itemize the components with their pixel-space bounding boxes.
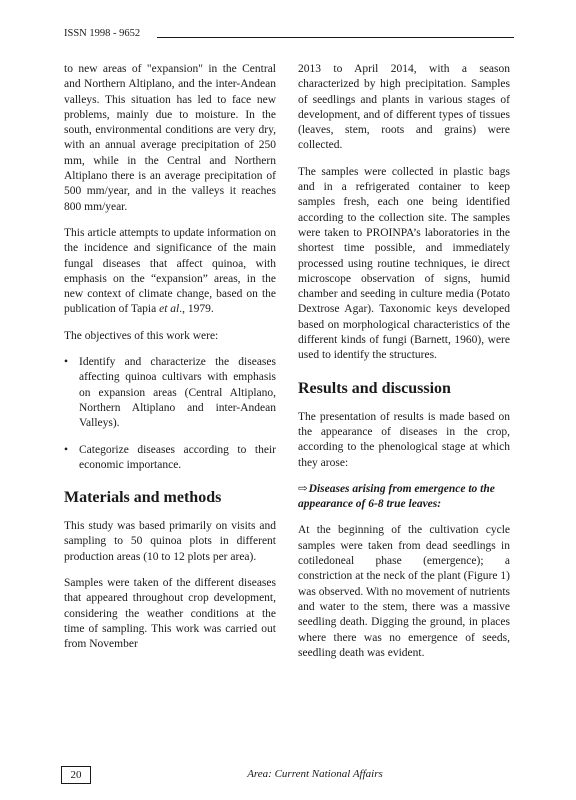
bullet-icon: • xyxy=(64,443,69,456)
issn-label: ISSN 1998 - 9652 xyxy=(64,28,141,39)
section-heading-materials-methods: Materials and methods xyxy=(64,489,222,507)
objective-item xyxy=(64,443,276,474)
paragraph-article-aim xyxy=(64,226,276,318)
paragraph-study-basis: This study was based primarily on visits and sampling to 50 quinoa plots in different production areas (10 to 12 plots per area). xyxy=(64,520,276,563)
journal-footer: Area: Current National Affairs xyxy=(247,768,383,780)
header-rule xyxy=(157,37,514,38)
page-header xyxy=(64,28,514,42)
objectives-list xyxy=(64,355,276,473)
paragraph-sampling: Samples were taken of the different diseases that appeared throughout crop development, considering the weather conditions at the time of sampling. This work was carried out from November xyxy=(64,577,276,651)
arrow-right-icon: ⇨ xyxy=(298,482,308,495)
paragraph-sample-processing: The samples were collected in plastic bags and in a refrigerated container to keep samples fresh, each one being identified according to the collection site. The samples were taken to PROINPA’s laboratories in the shortest time possible, and immediately processed using routine techniques, ie direct microscope observation of signs, humid chamber and seeding in culture media (Potato Dextrose Agar). Taxonomic keys developed based on morphological characteristics of the different kinds of fungi (Barnett, 1960), were used to identify the structures. xyxy=(298,165,510,362)
paragraph-objectives-intro: The objectives of this work were: xyxy=(64,329,219,342)
paragraph-season: 2013 to April 2014, with a season characterized by high precipitation. Samples of seedlings and plants in various stages of development, and of different types of tissues (leaves, stem, roots and grains) were collected. xyxy=(298,63,510,152)
paragraph-seedling-death: At the beginning of the cultivation cycle samples were taken from dead seedlings in cotiledoneal phase (emergence); a constriction at the neck of the plant (Figure 1) was observed. With no movement of nutrients and water to the stem, there was a massive seedling death. Digging the ground, in places where there was no emergence of seeds, seedling death was evident. xyxy=(298,524,510,659)
bullet-icon: • xyxy=(64,356,69,369)
objective-text: Identify and characterize the diseases affecting quinoa cultivars with emphasis on expansion areas (Central Altiplano, Northern Altiplano and inter-Andean Valleys). xyxy=(79,356,276,430)
paragraph-article-aim-text: This article attempts to update information on the incidence and significance of the main fungal diseases that affect quinoa, with emphasis on the “expansion” areas, in the new context of climate change, based on the publication of Tapia xyxy=(64,226,276,316)
left-column xyxy=(64,62,276,664)
subheading-emergence-diseases xyxy=(298,482,510,513)
right-column xyxy=(298,62,510,672)
objective-text: Categorize diseases according to their economic importance. xyxy=(79,443,276,471)
citation-et-al: et al xyxy=(159,303,180,316)
paragraph-results-intro: The presentation of results is made based on the appearance of diseases in the crop, according to the phenological stage at which they arose: xyxy=(298,410,510,469)
paragraph-expansion-areas: to new areas of "expansion" in the Central and Northern Altiplano, and the inter-Andean valleys. This situation has led to face new problems, mainly due to moisture. In the south, environmental conditions are very dry, with an annual average precipitation of 250 mm, while in the Central and Northern Altiplano there is an average precipitation of 500 mm/year, and in the valleys it reaches 800 mm/year. xyxy=(64,63,276,213)
citation-year: ., 1979. xyxy=(179,303,214,316)
objective-item xyxy=(64,355,276,431)
subheading-text: Diseases arising from emergence to the appearance of 6-8 true leaves: xyxy=(298,482,495,511)
section-heading-results-discussion: Results and discussion xyxy=(298,379,451,397)
page-number: 20 xyxy=(61,766,91,784)
